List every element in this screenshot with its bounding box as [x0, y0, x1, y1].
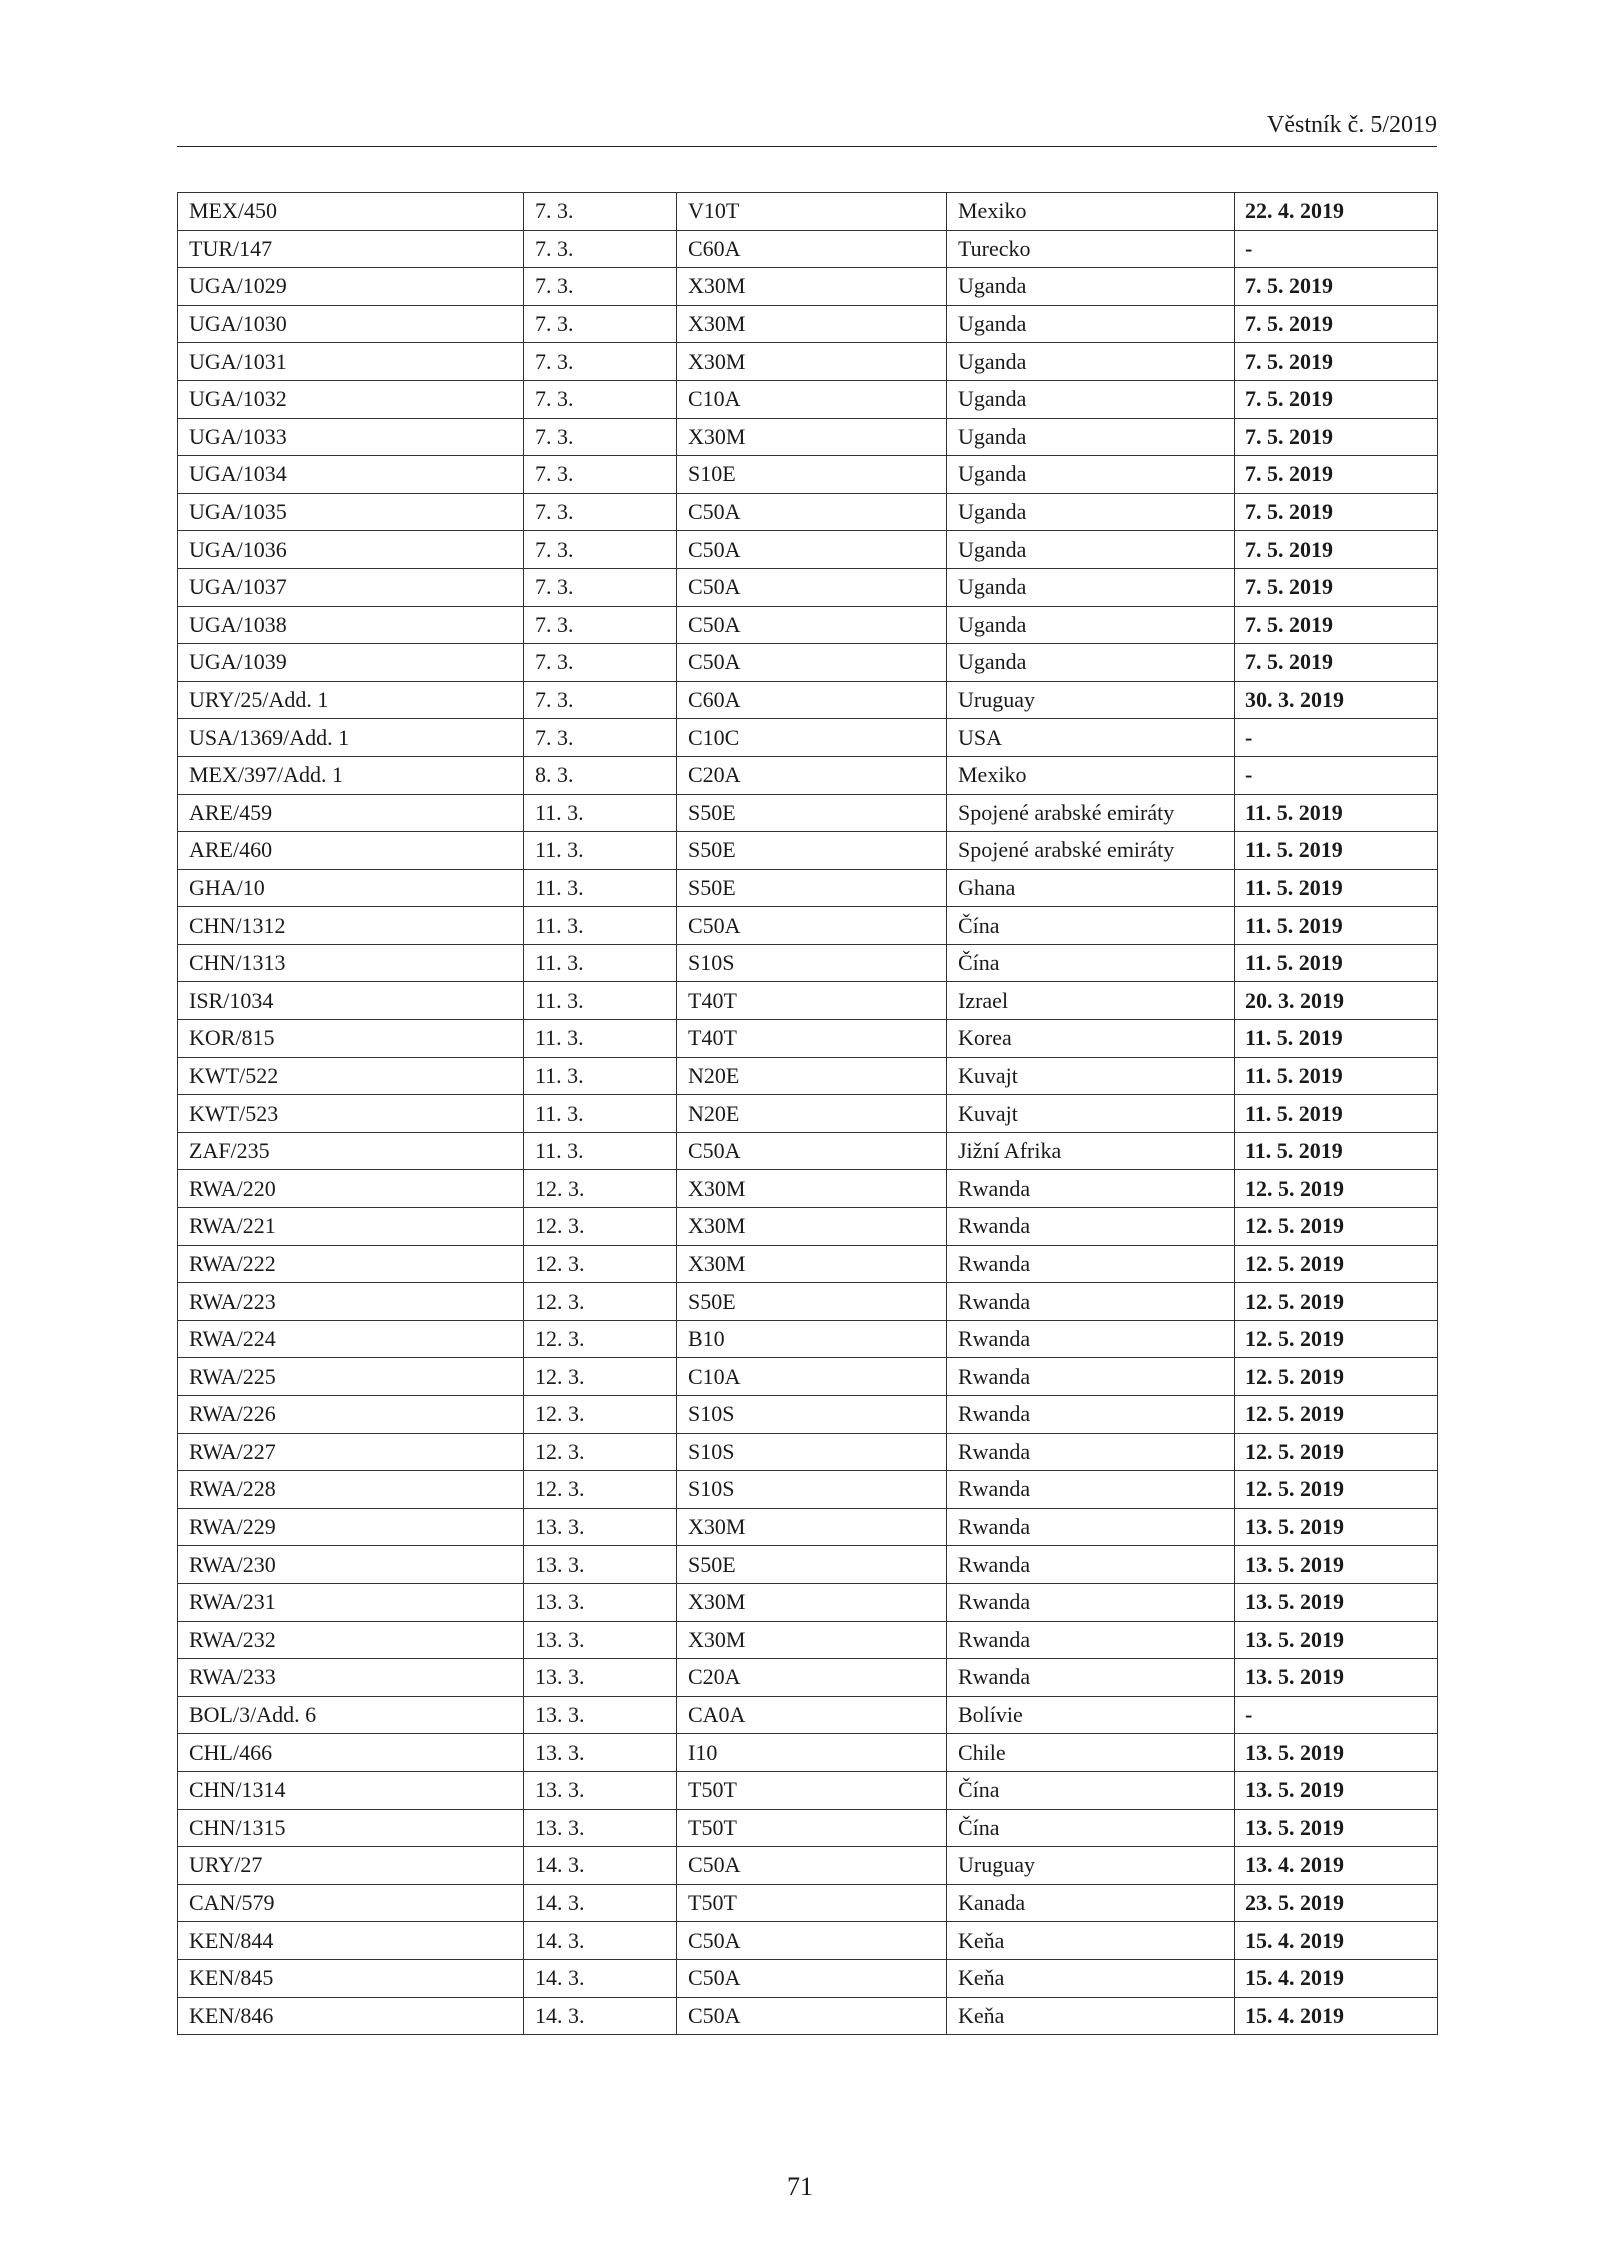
received-date-cell: 7. 3.	[524, 681, 677, 719]
table-row	[178, 456, 1438, 494]
category-cell: S10S	[677, 944, 947, 982]
table-row	[178, 380, 1438, 418]
received-date-cell: 12. 3.	[524, 1208, 677, 1246]
deadline-cell: 12. 5. 2019	[1235, 1320, 1438, 1358]
page-number: 71	[787, 2172, 813, 2201]
country-cell: Mexiko	[947, 756, 1235, 794]
category-cell: S50E	[677, 869, 947, 907]
received-date-cell: 7. 3.	[524, 493, 677, 531]
table-row	[178, 305, 1438, 343]
category-cell: C60A	[677, 681, 947, 719]
table-row	[178, 1771, 1438, 1809]
country-cell: Izrael	[947, 982, 1235, 1020]
symbol-cell: RWA/227	[178, 1433, 524, 1471]
symbol-cell: UGA/1030	[178, 305, 524, 343]
country-cell: Keňa	[947, 1959, 1235, 1997]
symbol-cell: UGA/1031	[178, 343, 524, 381]
category-cell: X30M	[677, 418, 947, 456]
symbol-cell: RWA/228	[178, 1471, 524, 1509]
country-cell: Jižní Afrika	[947, 1132, 1235, 1170]
received-date-cell: 7. 3.	[524, 380, 677, 418]
category-cell: C20A	[677, 756, 947, 794]
table-row	[178, 1320, 1438, 1358]
received-date-cell: 11. 3.	[524, 944, 677, 982]
category-cell: C50A	[677, 644, 947, 682]
category-cell: C60A	[677, 230, 947, 268]
category-cell: V10T	[677, 193, 947, 231]
deadline-cell: 15. 4. 2019	[1235, 1997, 1438, 2035]
country-cell: Rwanda	[947, 1583, 1235, 1621]
deadline-cell: 12. 5. 2019	[1235, 1433, 1438, 1471]
symbol-cell: KOR/815	[178, 1020, 524, 1058]
deadline-cell: 7. 5. 2019	[1235, 644, 1438, 682]
category-cell: T50T	[677, 1884, 947, 1922]
category-cell: S10E	[677, 456, 947, 494]
symbol-cell: RWA/221	[178, 1208, 524, 1246]
symbol-cell: KEN/845	[178, 1959, 524, 1997]
table-row	[178, 1396, 1438, 1434]
symbol-cell: RWA/229	[178, 1508, 524, 1546]
table-row	[178, 1020, 1438, 1058]
symbol-cell: CHN/1314	[178, 1771, 524, 1809]
received-date-cell: 14. 3.	[524, 1922, 677, 1960]
deadline-cell: -	[1235, 756, 1438, 794]
category-cell: X30M	[677, 1508, 947, 1546]
received-date-cell: 12. 3.	[524, 1170, 677, 1208]
received-date-cell: 14. 3.	[524, 1959, 677, 1997]
table-row	[178, 907, 1438, 945]
received-date-cell: 7. 3.	[524, 606, 677, 644]
symbol-cell: RWA/231	[178, 1583, 524, 1621]
category-cell: C10C	[677, 719, 947, 757]
deadline-cell: 11. 5. 2019	[1235, 944, 1438, 982]
country-cell: Uganda	[947, 493, 1235, 531]
category-cell: N20E	[677, 1057, 947, 1095]
category-cell: C50A	[677, 1922, 947, 1960]
received-date-cell: 7. 3.	[524, 456, 677, 494]
deadline-cell: 11. 5. 2019	[1235, 1020, 1438, 1058]
deadline-cell: 13. 5. 2019	[1235, 1583, 1438, 1621]
deadline-cell: 13. 5. 2019	[1235, 1546, 1438, 1584]
country-cell: Turecko	[947, 230, 1235, 268]
symbol-cell: ZAF/235	[178, 1132, 524, 1170]
deadline-cell: 12. 5. 2019	[1235, 1208, 1438, 1246]
symbol-cell: USA/1369/Add. 1	[178, 719, 524, 757]
deadline-cell: 13. 5. 2019	[1235, 1659, 1438, 1697]
received-date-cell: 13. 3.	[524, 1809, 677, 1847]
table-row	[178, 681, 1438, 719]
category-cell: X30M	[677, 305, 947, 343]
country-cell: Rwanda	[947, 1471, 1235, 1509]
received-date-cell: 12. 3.	[524, 1396, 677, 1434]
deadline-cell: 7. 5. 2019	[1235, 493, 1438, 531]
country-cell: Uganda	[947, 456, 1235, 494]
symbol-cell: RWA/226	[178, 1396, 524, 1434]
deadline-cell: 7. 5. 2019	[1235, 268, 1438, 306]
table-row	[178, 1809, 1438, 1847]
country-cell: Rwanda	[947, 1245, 1235, 1283]
symbol-cell: ARE/459	[178, 794, 524, 832]
deadline-cell: 15. 4. 2019	[1235, 1959, 1438, 1997]
country-cell: Rwanda	[947, 1433, 1235, 1471]
table-row	[178, 1132, 1438, 1170]
received-date-cell: 13. 3.	[524, 1696, 677, 1734]
table-row	[178, 493, 1438, 531]
country-cell: Keňa	[947, 1997, 1235, 2035]
received-date-cell: 7. 3.	[524, 193, 677, 231]
symbol-cell: MEX/450	[178, 193, 524, 231]
category-cell: S50E	[677, 1283, 947, 1321]
table-row	[178, 1621, 1438, 1659]
deadline-cell: 7. 5. 2019	[1235, 305, 1438, 343]
symbol-cell: RWA/225	[178, 1358, 524, 1396]
table-row	[178, 606, 1438, 644]
table-row	[178, 193, 1438, 231]
table-row	[178, 1057, 1438, 1095]
country-cell: Čína	[947, 1809, 1235, 1847]
symbol-cell: RWA/233	[178, 1659, 524, 1697]
category-cell: T50T	[677, 1809, 947, 1847]
deadline-cell: -	[1235, 230, 1438, 268]
category-cell: X30M	[677, 1621, 947, 1659]
country-cell: Uganda	[947, 305, 1235, 343]
country-cell: Keňa	[947, 1922, 1235, 1960]
symbol-cell: KEN/846	[178, 1997, 524, 2035]
category-cell: S10S	[677, 1471, 947, 1509]
received-date-cell: 13. 3.	[524, 1659, 677, 1697]
deadline-cell: 11. 5. 2019	[1235, 907, 1438, 945]
deadline-cell: 7. 5. 2019	[1235, 606, 1438, 644]
country-cell: Bolívie	[947, 1696, 1235, 1734]
received-date-cell: 7. 3.	[524, 719, 677, 757]
symbol-cell: GHA/10	[178, 869, 524, 907]
symbol-cell: RWA/232	[178, 1621, 524, 1659]
country-cell: Rwanda	[947, 1546, 1235, 1584]
received-date-cell: 11. 3.	[524, 869, 677, 907]
deadline-cell: 12. 5. 2019	[1235, 1245, 1438, 1283]
deadline-cell: 7. 5. 2019	[1235, 343, 1438, 381]
country-cell: Kuvajt	[947, 1095, 1235, 1133]
table-row	[178, 230, 1438, 268]
deadline-cell: 12. 5. 2019	[1235, 1283, 1438, 1321]
table-row	[178, 1508, 1438, 1546]
deadline-cell: 7. 5. 2019	[1235, 568, 1438, 606]
table-row	[178, 1583, 1438, 1621]
category-cell: C50A	[677, 1959, 947, 1997]
country-cell: Uganda	[947, 418, 1235, 456]
deadline-cell: 7. 5. 2019	[1235, 380, 1438, 418]
deadline-cell: -	[1235, 1696, 1438, 1734]
deadline-cell: 13. 5. 2019	[1235, 1621, 1438, 1659]
symbol-cell: ARE/460	[178, 832, 524, 870]
received-date-cell: 11. 3.	[524, 1020, 677, 1058]
received-date-cell: 14. 3.	[524, 1884, 677, 1922]
received-date-cell: 7. 3.	[524, 305, 677, 343]
table-row	[178, 1734, 1438, 1772]
category-cell: C20A	[677, 1659, 947, 1697]
table-row	[178, 944, 1438, 982]
symbol-cell: UGA/1036	[178, 531, 524, 569]
country-cell: USA	[947, 719, 1235, 757]
received-date-cell: 13. 3.	[524, 1583, 677, 1621]
category-cell: T40T	[677, 1020, 947, 1058]
country-cell: Uganda	[947, 606, 1235, 644]
deadline-cell: 11. 5. 2019	[1235, 794, 1438, 832]
received-date-cell: 11. 3.	[524, 832, 677, 870]
deadline-cell: 15. 4. 2019	[1235, 1922, 1438, 1960]
symbol-cell: UGA/1032	[178, 380, 524, 418]
table-row	[178, 1208, 1438, 1246]
table-row	[178, 343, 1438, 381]
category-cell: C50A	[677, 568, 947, 606]
received-date-cell: 12. 3.	[524, 1433, 677, 1471]
country-cell: Spojené arabské emiráty	[947, 794, 1235, 832]
deadline-cell: 11. 5. 2019	[1235, 1057, 1438, 1095]
received-date-cell: 13. 3.	[524, 1508, 677, 1546]
received-date-cell: 12. 3.	[524, 1245, 677, 1283]
category-cell: C50A	[677, 1997, 947, 2035]
symbol-cell: UGA/1029	[178, 268, 524, 306]
category-cell: C50A	[677, 493, 947, 531]
table-row	[178, 1433, 1438, 1471]
table-row	[178, 268, 1438, 306]
table-row	[178, 1959, 1438, 1997]
header-rule	[177, 146, 1437, 147]
country-cell: Rwanda	[947, 1283, 1235, 1321]
deadline-cell: 11. 5. 2019	[1235, 1132, 1438, 1170]
table-row	[178, 719, 1438, 757]
symbol-cell: MEX/397/Add. 1	[178, 756, 524, 794]
received-date-cell: 13. 3.	[524, 1546, 677, 1584]
symbol-cell: RWA/223	[178, 1283, 524, 1321]
table-row	[178, 644, 1438, 682]
country-cell: Ghana	[947, 869, 1235, 907]
deadline-cell: 13. 5. 2019	[1235, 1771, 1438, 1809]
symbol-cell: CAN/579	[178, 1884, 524, 1922]
country-cell: Rwanda	[947, 1170, 1235, 1208]
deadline-cell: 12. 5. 2019	[1235, 1358, 1438, 1396]
deadline-cell: 12. 5. 2019	[1235, 1396, 1438, 1434]
category-cell: X30M	[677, 343, 947, 381]
notifications-table	[177, 192, 1438, 2035]
category-cell: T40T	[677, 982, 947, 1020]
deadline-cell: 23. 5. 2019	[1235, 1884, 1438, 1922]
deadline-cell: 13. 5. 2019	[1235, 1809, 1438, 1847]
symbol-cell: TUR/147	[178, 230, 524, 268]
category-cell: S50E	[677, 794, 947, 832]
received-date-cell: 11. 3.	[524, 1057, 677, 1095]
symbol-cell: RWA/220	[178, 1170, 524, 1208]
deadline-cell: 11. 5. 2019	[1235, 832, 1438, 870]
country-cell: Uganda	[947, 343, 1235, 381]
table-row	[178, 418, 1438, 456]
symbol-cell: UGA/1039	[178, 644, 524, 682]
table-row	[178, 1245, 1438, 1283]
table-row	[178, 1095, 1438, 1133]
table-row	[178, 1358, 1438, 1396]
received-date-cell: 13. 3.	[524, 1771, 677, 1809]
country-cell: Mexiko	[947, 193, 1235, 231]
symbol-cell: UGA/1037	[178, 568, 524, 606]
category-cell: CA0A	[677, 1696, 947, 1734]
category-cell: X30M	[677, 268, 947, 306]
symbol-cell: KWT/522	[178, 1057, 524, 1095]
deadline-cell: 20. 3. 2019	[1235, 982, 1438, 1020]
deadline-cell: 13. 5. 2019	[1235, 1734, 1438, 1772]
symbol-cell: URY/27	[178, 1847, 524, 1885]
symbol-cell: URY/25/Add. 1	[178, 681, 524, 719]
table-row	[178, 869, 1438, 907]
category-cell: S50E	[677, 832, 947, 870]
country-cell: Uganda	[947, 568, 1235, 606]
received-date-cell: 13. 3.	[524, 1734, 677, 1772]
category-cell: X30M	[677, 1245, 947, 1283]
received-date-cell: 7. 3.	[524, 343, 677, 381]
category-cell: C50A	[677, 1132, 947, 1170]
table-row	[178, 1696, 1438, 1734]
received-date-cell: 12. 3.	[524, 1358, 677, 1396]
deadline-cell: 7. 5. 2019	[1235, 456, 1438, 494]
category-cell: B10	[677, 1320, 947, 1358]
category-cell: I10	[677, 1734, 947, 1772]
country-cell: Uganda	[947, 531, 1235, 569]
symbol-cell: RWA/230	[178, 1546, 524, 1584]
deadline-cell: 13. 4. 2019	[1235, 1847, 1438, 1885]
country-cell: Chile	[947, 1734, 1235, 1772]
received-date-cell: 13. 3.	[524, 1621, 677, 1659]
received-date-cell: 7. 3.	[524, 531, 677, 569]
country-cell: Kanada	[947, 1884, 1235, 1922]
received-date-cell: 12. 3.	[524, 1471, 677, 1509]
received-date-cell: 11. 3.	[524, 794, 677, 832]
category-cell: S50E	[677, 1546, 947, 1584]
received-date-cell: 11. 3.	[524, 982, 677, 1020]
symbol-cell: ISR/1034	[178, 982, 524, 1020]
table-row	[178, 794, 1438, 832]
received-date-cell: 7. 3.	[524, 268, 677, 306]
country-cell: Kuvajt	[947, 1057, 1235, 1095]
table-row	[178, 1283, 1438, 1321]
category-cell: X30M	[677, 1208, 947, 1246]
country-cell: Čína	[947, 907, 1235, 945]
table-row	[178, 1847, 1438, 1885]
country-cell: Uganda	[947, 380, 1235, 418]
symbol-cell: KEN/844	[178, 1922, 524, 1960]
received-date-cell: 11. 3.	[524, 1132, 677, 1170]
symbol-cell: RWA/222	[178, 1245, 524, 1283]
country-cell: Uruguay	[947, 1847, 1235, 1885]
symbol-cell: CHL/466	[178, 1734, 524, 1772]
received-date-cell: 11. 3.	[524, 907, 677, 945]
country-cell: Korea	[947, 1020, 1235, 1058]
table-row	[178, 1471, 1438, 1509]
symbol-cell: UGA/1033	[178, 418, 524, 456]
received-date-cell: 7. 3.	[524, 568, 677, 606]
country-cell: Rwanda	[947, 1208, 1235, 1246]
deadline-cell: 22. 4. 2019	[1235, 193, 1438, 231]
symbol-cell: BOL/3/Add. 6	[178, 1696, 524, 1734]
deadline-cell: 7. 5. 2019	[1235, 531, 1438, 569]
deadline-cell: -	[1235, 719, 1438, 757]
received-date-cell: 7. 3.	[524, 418, 677, 456]
table-body	[178, 193, 1438, 2035]
table-row	[178, 1922, 1438, 1960]
table-row	[178, 1546, 1438, 1584]
country-cell: Uganda	[947, 644, 1235, 682]
symbol-cell: UGA/1035	[178, 493, 524, 531]
category-cell: C50A	[677, 1847, 947, 1885]
table-row	[178, 1659, 1438, 1697]
country-cell: Rwanda	[947, 1621, 1235, 1659]
category-cell: T50T	[677, 1771, 947, 1809]
received-date-cell: 12. 3.	[524, 1320, 677, 1358]
deadline-cell: 11. 5. 2019	[1235, 1095, 1438, 1133]
table-row	[178, 1884, 1438, 1922]
received-date-cell: 11. 3.	[524, 1095, 677, 1133]
page-header-title: Věstník č. 5/2019	[1267, 112, 1437, 138]
table-row	[178, 832, 1438, 870]
country-cell: Rwanda	[947, 1659, 1235, 1697]
table-row	[178, 982, 1438, 1020]
received-date-cell: 7. 3.	[524, 644, 677, 682]
table-row	[178, 1997, 1438, 2035]
country-cell: Rwanda	[947, 1320, 1235, 1358]
table-row	[178, 756, 1438, 794]
deadline-cell: 30. 3. 2019	[1235, 681, 1438, 719]
received-date-cell: 14. 3.	[524, 1997, 677, 2035]
country-cell: Rwanda	[947, 1508, 1235, 1546]
received-date-cell: 14. 3.	[524, 1847, 677, 1885]
table-row	[178, 568, 1438, 606]
category-cell: X30M	[677, 1583, 947, 1621]
category-cell: C50A	[677, 907, 947, 945]
symbol-cell: KWT/523	[178, 1095, 524, 1133]
table-row	[178, 531, 1438, 569]
table-row	[178, 1170, 1438, 1208]
deadline-cell: 12. 5. 2019	[1235, 1471, 1438, 1509]
country-cell: Čína	[947, 1771, 1235, 1809]
country-cell: Uganda	[947, 268, 1235, 306]
category-cell: N20E	[677, 1095, 947, 1133]
country-cell: Rwanda	[947, 1396, 1235, 1434]
deadline-cell: 13. 5. 2019	[1235, 1508, 1438, 1546]
category-cell: S10S	[677, 1433, 947, 1471]
country-cell: Rwanda	[947, 1358, 1235, 1396]
category-cell: C50A	[677, 606, 947, 644]
symbol-cell: UGA/1038	[178, 606, 524, 644]
country-cell: Uruguay	[947, 681, 1235, 719]
symbol-cell: CHN/1313	[178, 944, 524, 982]
symbol-cell: RWA/224	[178, 1320, 524, 1358]
deadline-cell: 7. 5. 2019	[1235, 418, 1438, 456]
received-date-cell: 8. 3.	[524, 756, 677, 794]
category-cell: S10S	[677, 1396, 947, 1434]
country-cell: Čína	[947, 944, 1235, 982]
category-cell: C10A	[677, 1358, 947, 1396]
category-cell: X30M	[677, 1170, 947, 1208]
category-cell: C50A	[677, 531, 947, 569]
symbol-cell: CHN/1312	[178, 907, 524, 945]
deadline-cell: 11. 5. 2019	[1235, 869, 1438, 907]
category-cell: C10A	[677, 380, 947, 418]
symbol-cell: UGA/1034	[178, 456, 524, 494]
deadline-cell: 12. 5. 2019	[1235, 1170, 1438, 1208]
country-cell: Spojené arabské emiráty	[947, 832, 1235, 870]
symbol-cell: CHN/1315	[178, 1809, 524, 1847]
received-date-cell: 12. 3.	[524, 1283, 677, 1321]
received-date-cell: 7. 3.	[524, 230, 677, 268]
